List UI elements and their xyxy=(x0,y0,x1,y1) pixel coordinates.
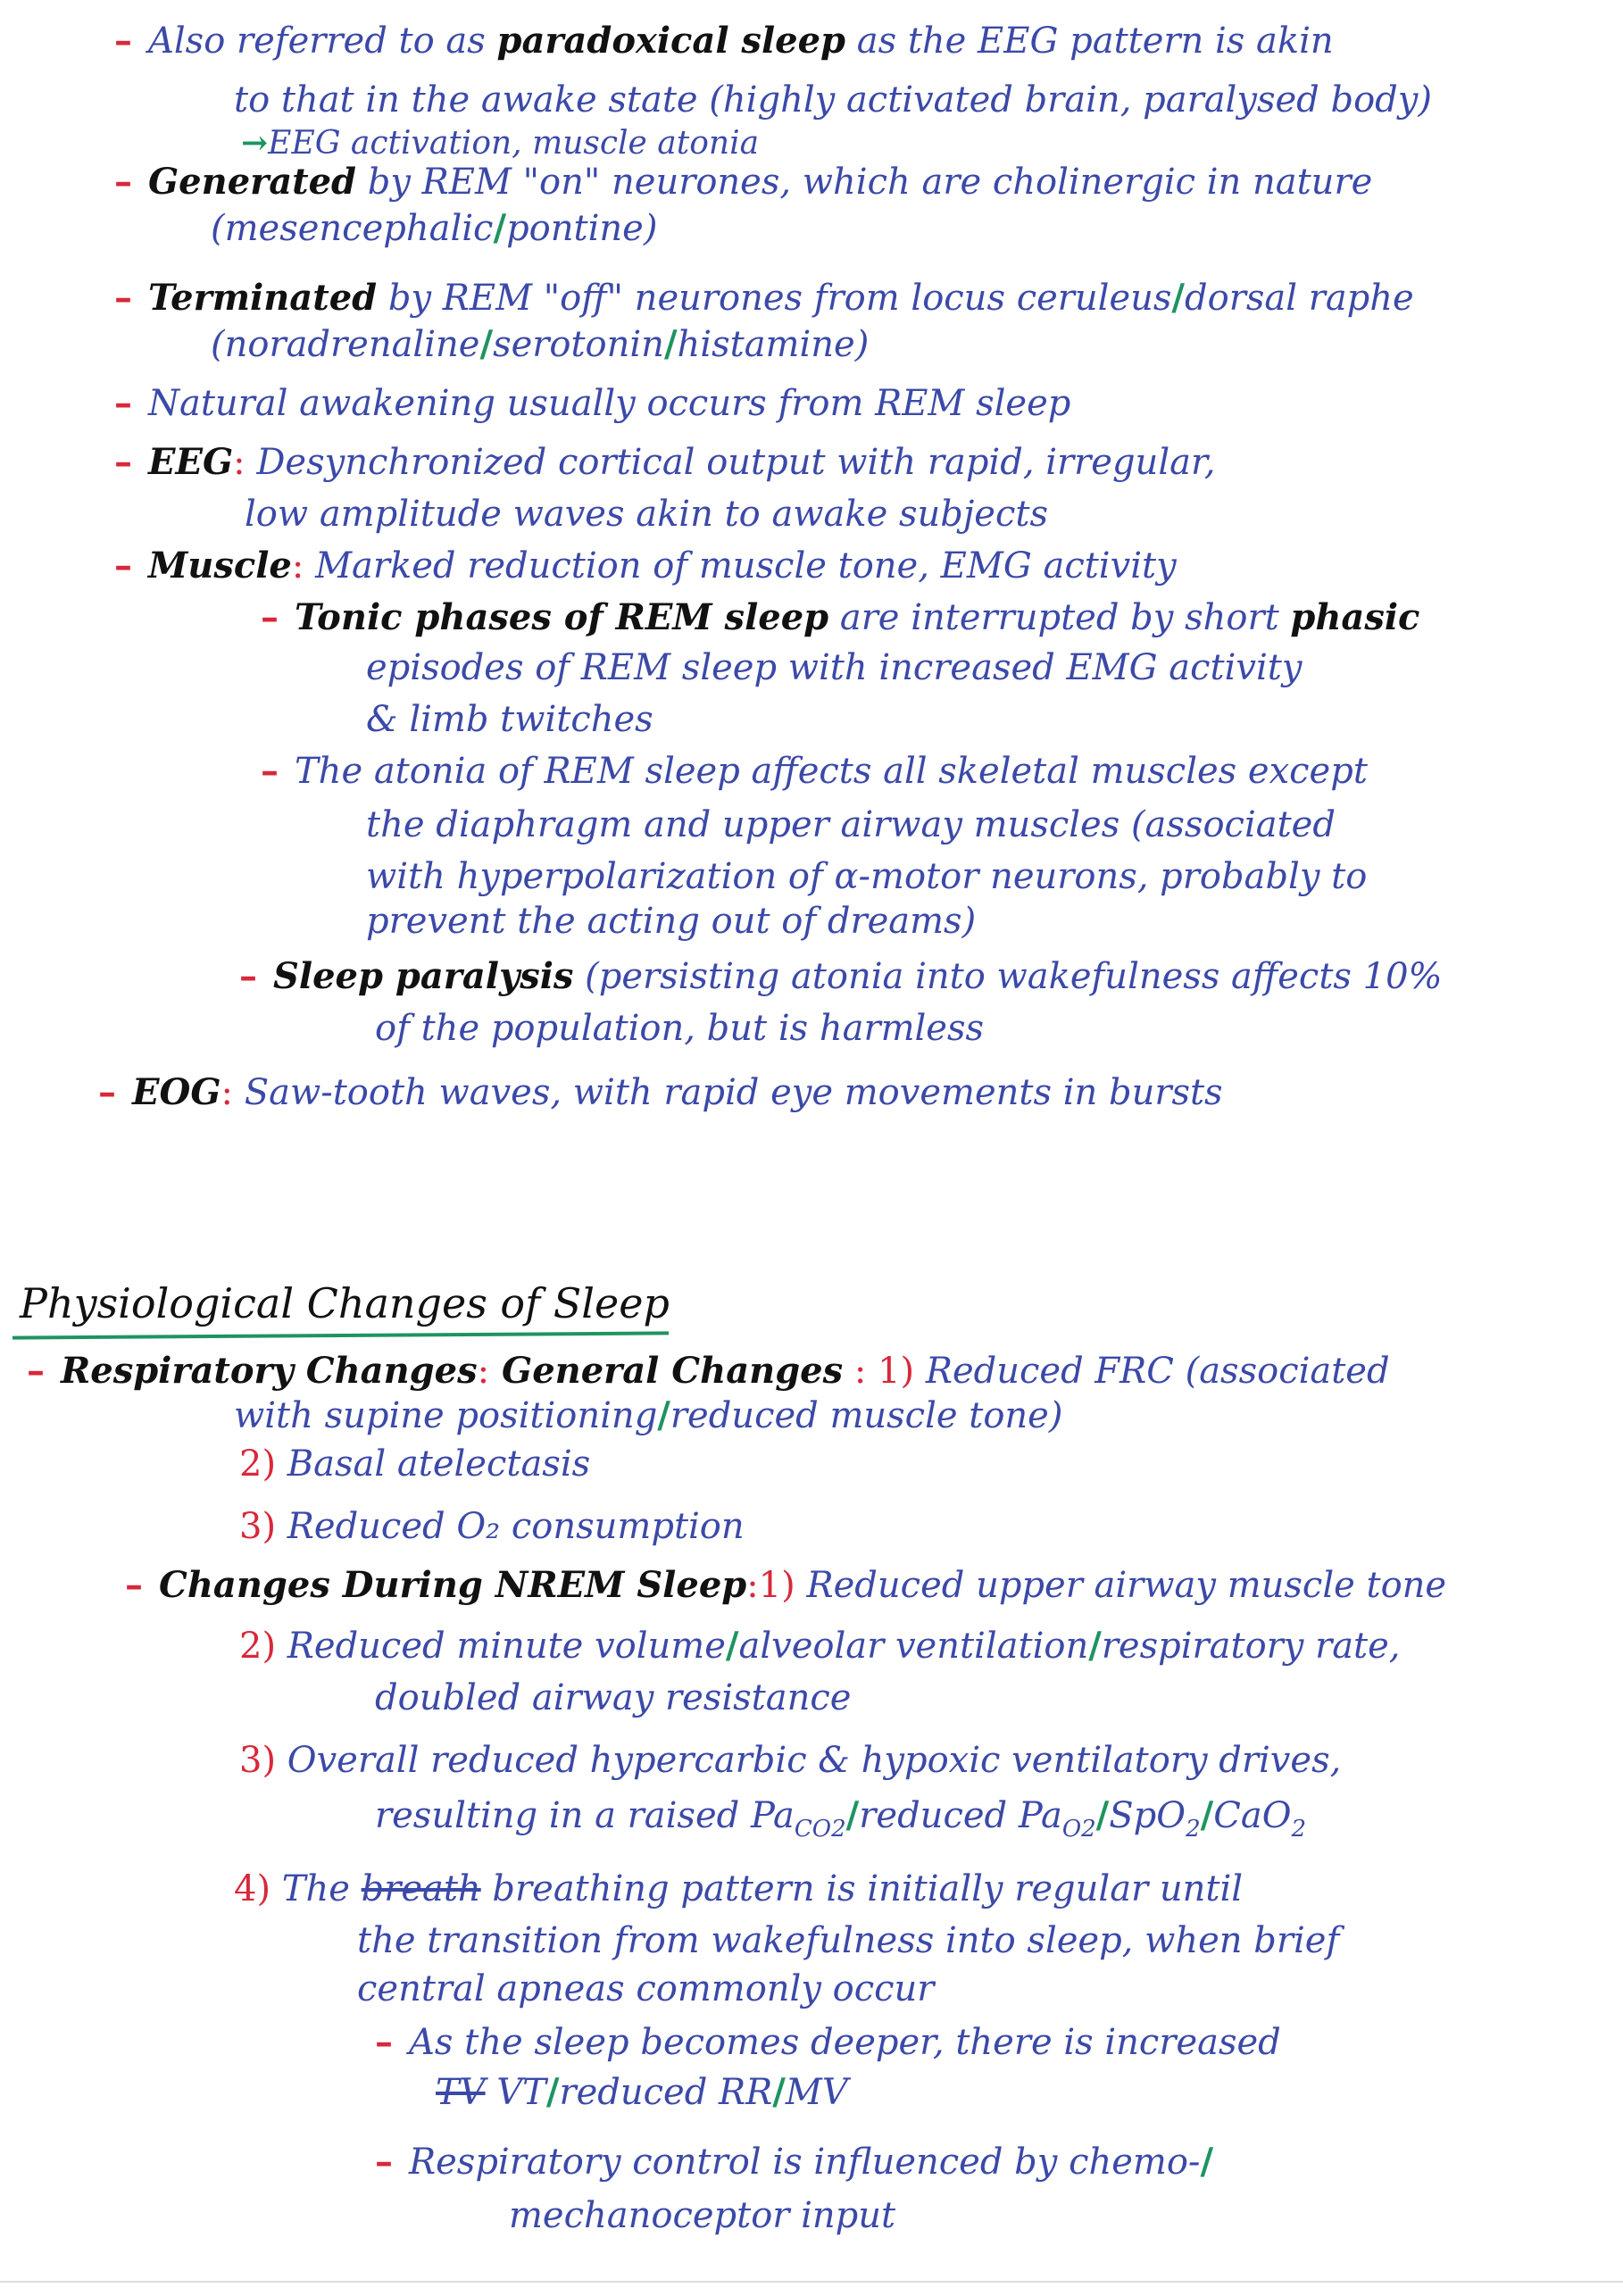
slash-separator: / xyxy=(845,1794,860,1836)
bullet-dash: – xyxy=(261,750,279,792)
keyword-tonic-phases: Tonic phases of REM sleep xyxy=(295,596,829,638)
heading-underline xyxy=(12,1331,669,1339)
physio-line-15: – Respiratory control is influenced by chemo-/ xyxy=(375,2141,1214,2183)
bullet-dash: – xyxy=(114,441,132,483)
keyword-general-changes: General Changes xyxy=(489,1350,844,1392)
list-number: 2) xyxy=(239,1626,277,1667)
physio-line-5: – Changes During NREM Sleep:1) Reduced upper airway muscle tone xyxy=(125,1564,1447,1606)
note-line-6: – Terminated by REM "off" neurones from locus ceruleus/dorsal raphe xyxy=(114,277,1414,319)
page-bottom-edge xyxy=(0,2281,1623,2283)
note-line-21: – EOG: Saw-tooth waves, with rapid eye movements in bursts xyxy=(98,1071,1223,1113)
keyword-respiratory-changes: Respiratory Changes xyxy=(61,1350,478,1392)
crossed-out-word: breath xyxy=(361,1868,481,1909)
keyword-generated: Generated xyxy=(148,161,357,203)
physio-line-9: resulting in a raised $Pa_{CO2}$/reduced $Pa_{O2}/SpO_2/CaO_2$ xyxy=(375,1794,1307,1843)
list-number: 1) xyxy=(758,1565,795,1606)
slash-separator: / xyxy=(493,207,507,249)
bullet-dash: – xyxy=(239,955,257,997)
slash-separator: / xyxy=(1095,1794,1110,1836)
bullet-dash: – xyxy=(114,277,132,319)
note-line-2: to that in the awake state (highly activated brain, paralysed body) xyxy=(234,79,1432,121)
bullet-dash: – xyxy=(114,545,132,586)
bullet-dash: – xyxy=(98,1071,116,1113)
physio-line-7: doubled airway resistance xyxy=(375,1677,852,1718)
bullet-dash: – xyxy=(114,20,132,62)
keyword-terminated: Terminated xyxy=(148,277,378,319)
section-heading: Physiological Changes of Sleep xyxy=(20,1279,670,1327)
slash-separator: / xyxy=(725,1625,739,1667)
slash-separator: / xyxy=(657,1394,670,1436)
physio-line-14: TV VT/reduced RR/MV xyxy=(436,2071,848,2113)
note-line-11: – Muscle: Marked reduction of muscle tone, EMG activity xyxy=(114,545,1177,586)
physio-line-11: the transition from wakefulness into sleep, when brief xyxy=(357,1920,1340,1961)
note-line-8: – Natural awakening usually occurs from REM sleep xyxy=(114,382,1071,424)
bullet-dash: – xyxy=(114,161,132,203)
physio-line-1: – Respiratory Changes: General Changes : 1) Reduced FRC (associated xyxy=(27,1350,1390,1392)
note-line-14: & limb twitches xyxy=(366,699,653,740)
keyword-eog: EOG xyxy=(132,1071,221,1113)
keyword-nrem-changes: Changes During NREM Sleep xyxy=(159,1564,747,1606)
slash-separator: / xyxy=(545,2071,560,2113)
note-line-9: – EEG: Desynchronized cortical output with rapid, irregular, xyxy=(114,441,1216,483)
note-line-19: – Sleep paralysis (persisting atonia into wakefulness affects 10% xyxy=(239,955,1443,997)
list-number: 3) xyxy=(239,1740,277,1781)
keyword-sleep-paralysis: Sleep paralysis xyxy=(273,955,574,997)
note-line-7: (noradrenaline/serotonin/histamine) xyxy=(211,323,870,365)
physio-line-16: mechanoceptor input xyxy=(509,2195,896,2236)
crossed-out-word: TV xyxy=(436,2072,486,2113)
list-number: 3) xyxy=(239,1506,277,1547)
bullet-dash: – xyxy=(261,596,279,638)
physio-line-3: 2) Basal atelectasis xyxy=(239,1443,591,1485)
physio-line-8: 3) Overall reduced hypercarbic & hypoxic ventilatory drives, xyxy=(239,1740,1342,1781)
note-line-15: – The atonia of REM sleep affects all skeletal muscles except xyxy=(261,750,1368,792)
note-line-1: – Also referred to as paradoxical sleep as the EEG pattern is akin xyxy=(114,20,1334,62)
slash-separator: / xyxy=(1200,2141,1214,2183)
keyword-muscle: Muscle xyxy=(148,545,292,586)
slash-separator: / xyxy=(1171,277,1186,319)
bullet-dash: – xyxy=(27,1350,45,1392)
note-line-10: low amplitude waves akin to awake subjects xyxy=(245,494,1048,535)
note-line-17: with hyperpolarization of α-motor neurons, probably to xyxy=(366,856,1368,897)
bullet-dash: – xyxy=(114,382,132,424)
slash-separator: / xyxy=(1200,1794,1214,1836)
note-line-3: →EEG activation, muscle atonia xyxy=(241,124,760,162)
physio-line-10: 4) The breath breathing pattern is initially regular until xyxy=(234,1868,1244,1909)
keyword-eeg: EEG xyxy=(148,441,234,483)
keyword-phasic: phasic xyxy=(1290,596,1420,638)
physio-line-13: – As the sleep becomes deeper, there is increased xyxy=(375,2021,1281,2063)
arrow-right-icon: → xyxy=(241,124,269,162)
note-line-4: – Generated by REM "on" neurones, which are cholinergic in nature xyxy=(114,161,1373,203)
slash-separator: / xyxy=(479,323,494,365)
slash-separator: / xyxy=(772,2071,786,2113)
physio-line-6: 2) Reduced minute volume/alveolar ventilation/respiratory rate, xyxy=(239,1625,1401,1667)
keyword-paradoxical-sleep: paradoxical sleep xyxy=(496,20,846,62)
list-number: 2) xyxy=(239,1443,277,1485)
note-line-16: the diaphragm and upper airway muscles (associated xyxy=(366,804,1336,845)
bullet-dash: – xyxy=(125,1564,143,1606)
bullet-dash: – xyxy=(375,2021,393,2063)
physio-line-12: central apneas commonly occur xyxy=(357,1968,935,2009)
physio-line-4: 3) Reduced O₂ consumption xyxy=(239,1506,745,1547)
note-line-20: of the population, but is harmless xyxy=(375,1008,985,1049)
slash-separator: / xyxy=(663,323,678,365)
note-line-5: (mesencephalic/pontine) xyxy=(211,207,658,249)
note-line-18: prevent the acting out of dreams) xyxy=(366,901,977,942)
slash-separator: / xyxy=(1088,1625,1102,1667)
bullet-dash: – xyxy=(375,2141,393,2183)
note-line-13: episodes of REM sleep with increased EMG activity xyxy=(366,647,1303,688)
note-line-12: – Tonic phases of REM sleep are interrupted by short phasic xyxy=(261,596,1420,638)
list-number: 4) xyxy=(234,1868,271,1909)
list-number: 1) xyxy=(866,1351,915,1392)
physio-line-2: with supine positioning/reduced muscle tone) xyxy=(234,1394,1063,1436)
